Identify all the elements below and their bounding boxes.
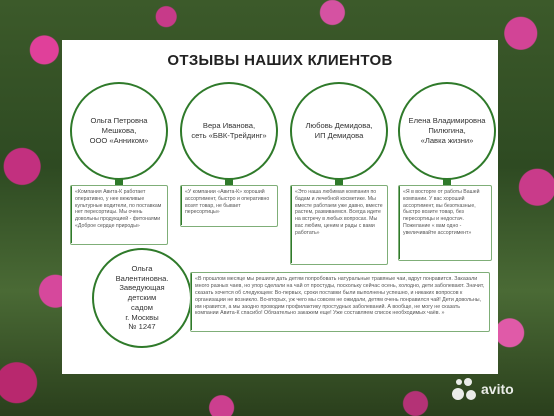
review-author-1: Ольга Петровна Мешкова, ООО «Анником»	[70, 82, 168, 180]
review-author-5: Ольга Валентиновна. Заведующая детским садом г. Москвы № 1247	[92, 248, 192, 348]
review-quote-3: «Это наша любимая компания по бадам и лечебной косметике. Мы вместе работаем уже давно, вместе растем, развиваемся. Всегда идете на встречу в любых вопросах. Мы вас любим, ценим и рады с вами работать»	[290, 185, 388, 265]
page-title: ОТЗЫВЫ НАШИХ КЛИЕНТОВ	[167, 52, 393, 69]
watermark-text: avito	[481, 381, 514, 397]
review-quote-1: «Компания Авита-К работает оперативно, у нее вежливые культурные водители, по поставкам нет пересортицы. Мы очень довольны продукцией - фитонаями «Доброе сердце природы»	[70, 185, 168, 245]
review-author-4: Елена Владимировна Пилюгина, «Лавка жизни»	[398, 82, 496, 180]
reviews-panel	[62, 40, 498, 374]
review-author-2: Вера Иванова, сеть «БВК-Трейдинг»	[180, 82, 278, 180]
avito-logo-icon	[452, 376, 478, 402]
review-quote-4: «Я в восторге от работы Вашей компании. У вас хороший ассортимент, вы безотказные, быстро возите товар, без пересортицы и недостач. Пожелание « вам одно - увеличивайте ассортимент»	[398, 185, 492, 261]
review-quote-5: «В прошлом месяце мы решили дать детям попробовать натуральные травяные чаи, вдруг понравится. Заказали много разных чаев, но упор сделали на чай от простуды, поскольку сейчас осень, холодно, дети заболевают. Значит, сказать хочется об следующем: Во-первых, сроки поставки были выполнены успешно, и никаких вопросов к организации не возникло. Во-вторых, уж чего мы совсем не ожидали, детям очень понравился чай! Дети довольны, им нравится, а мы заодно проводим профилактику простудных заболеваний. А вообще, не могу не сказать компании Авита-К спасибо! Обязательно закажем еще! Уже составляем список необходимых чаёв. »	[190, 272, 490, 332]
review-author-3: Любовь Демидова, ИП Демидова	[290, 82, 388, 180]
review-quote-2: «У компании «Авита-К» хороший ассортимент, быстро и оперативно возят товар, не бывает пересортицы»	[180, 185, 278, 227]
avito-watermark	[452, 376, 514, 402]
